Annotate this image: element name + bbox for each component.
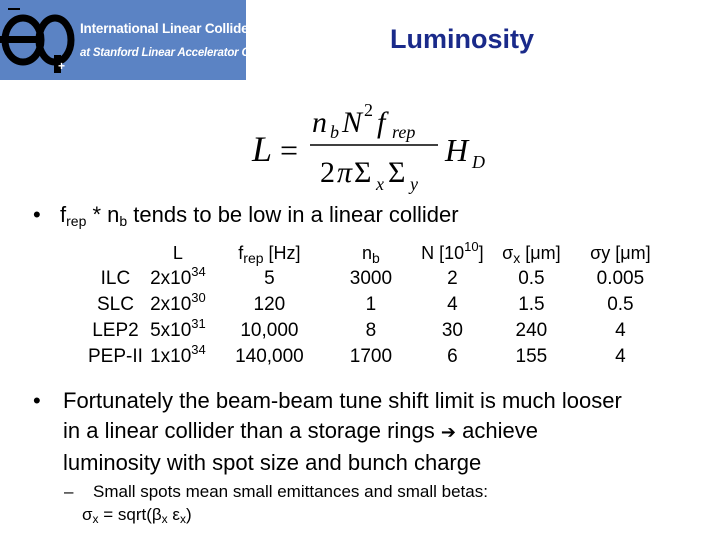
row-name: PEP-II (88, 346, 143, 367)
row-sigma-x: 155 (515, 346, 548, 367)
ilc-logo (0, 0, 277, 80)
svg-text:+: + (58, 59, 66, 73)
row-N: 2 (447, 268, 458, 289)
row-sigma-x: 240 (515, 320, 548, 341)
luminosity-formula (240, 98, 510, 198)
sub-bullet-formula: $\sigma_x$ = $sqrt(\beta_x$ $\varepsilon_x$) (82, 505, 192, 526)
row-N: 30 (441, 320, 463, 341)
row-nb: 1700 (349, 346, 393, 367)
row-frep: 120 (253, 294, 286, 315)
bullet-dot: • (33, 388, 41, 413)
formula-nb-sub: b (330, 122, 339, 142)
row-sigma-y: 4 (615, 320, 626, 341)
formula-equals: = (280, 132, 299, 168)
formula-x-sub: x (376, 174, 384, 194)
header-N: N $[10^{10}]$ (421, 238, 484, 263)
bullet-dot: • (33, 202, 41, 227)
sub-bullet-dash: – (64, 482, 74, 501)
row-luminosity: $2x10^{30}$ (150, 290, 206, 315)
row-sigma-y: 0.005 (596, 268, 645, 289)
logo-line1: International Linear Collider (80, 21, 254, 36)
header-sigma-x: $\sigma_x$ [μm] (502, 242, 561, 266)
row-sigma-y: 0.5 (607, 294, 634, 315)
row-name: SLC (96, 294, 134, 315)
formula-nb: n (312, 106, 327, 139)
collider-parameters-table (88, 240, 667, 370)
header-sigma-y: σy [μm] (590, 242, 651, 263)
row-sigma-y: 4 (615, 346, 626, 367)
formula-N-sup: 2 (364, 100, 373, 120)
slide-title: Luminosity (390, 24, 535, 54)
row-nb: 1 (365, 294, 377, 315)
row-luminosity: $5x10^{31}$ (150, 316, 206, 341)
header-nb: $n_b$ (362, 242, 380, 266)
row-luminosity: $2x10^{34}$ (150, 264, 206, 289)
row-nb: 8 (365, 320, 377, 341)
header-frep: $f_{rep}$ [Hz] (238, 242, 301, 266)
row-sigma-x: 1.5 (518, 294, 545, 315)
formula-2: 2 (320, 156, 335, 189)
row-sigma-x: 0.5 (518, 268, 545, 289)
table-row (88, 318, 667, 344)
row-N: 6 (447, 346, 458, 367)
row-N: 4 (447, 294, 458, 315)
formula-sigma-1: Σ (354, 156, 372, 189)
ilc-emblem-icon (0, 0, 80, 80)
table-row (88, 292, 667, 318)
logo-line2: at Stanford Linear Accelerator Center (80, 47, 277, 59)
right-arrow-icon: ➔ (440, 422, 456, 443)
row-frep: 10,000 (240, 320, 299, 341)
formula-H-sub: D (472, 152, 485, 172)
formula-N: N (342, 106, 363, 139)
header-blank (88, 240, 143, 266)
formula-f-sub: rep (392, 122, 416, 142)
formula-L: L (252, 129, 273, 169)
formula-sigma-2: Σ (388, 156, 406, 189)
bullet-beam-beam-text (63, 386, 703, 478)
table-row (88, 266, 667, 292)
row-name: ILC (100, 268, 131, 289)
table-header-row (88, 240, 667, 266)
formula-H: H (445, 132, 469, 168)
bullet-line: Fortunately the beam-beam tune shift limit is much looser (63, 388, 622, 413)
row-frep: 140,000 (235, 346, 304, 367)
bullet-line: in a linear collider than a storage rings ➔ achieve (63, 418, 538, 443)
formula-pi: π (337, 156, 353, 189)
sub-bullet-line1: Small spots mean small emittances and small betas: (93, 482, 488, 501)
row-name: LEP2 (92, 320, 139, 341)
formula-y-sub: y (410, 174, 418, 194)
row-nb: 3000 (349, 268, 393, 289)
table-row (88, 344, 667, 370)
row-frep: 5 (264, 268, 275, 289)
row-luminosity: $1x10^{34}$ (150, 342, 206, 367)
formula-f: f (377, 106, 386, 139)
header-L: L (172, 242, 183, 263)
bullet-line: luminosity with spot size and bunch charge (63, 450, 482, 475)
bullet-frep-text: $f_{rep} * n_b$ tends to be low in a linear collider (60, 202, 459, 229)
